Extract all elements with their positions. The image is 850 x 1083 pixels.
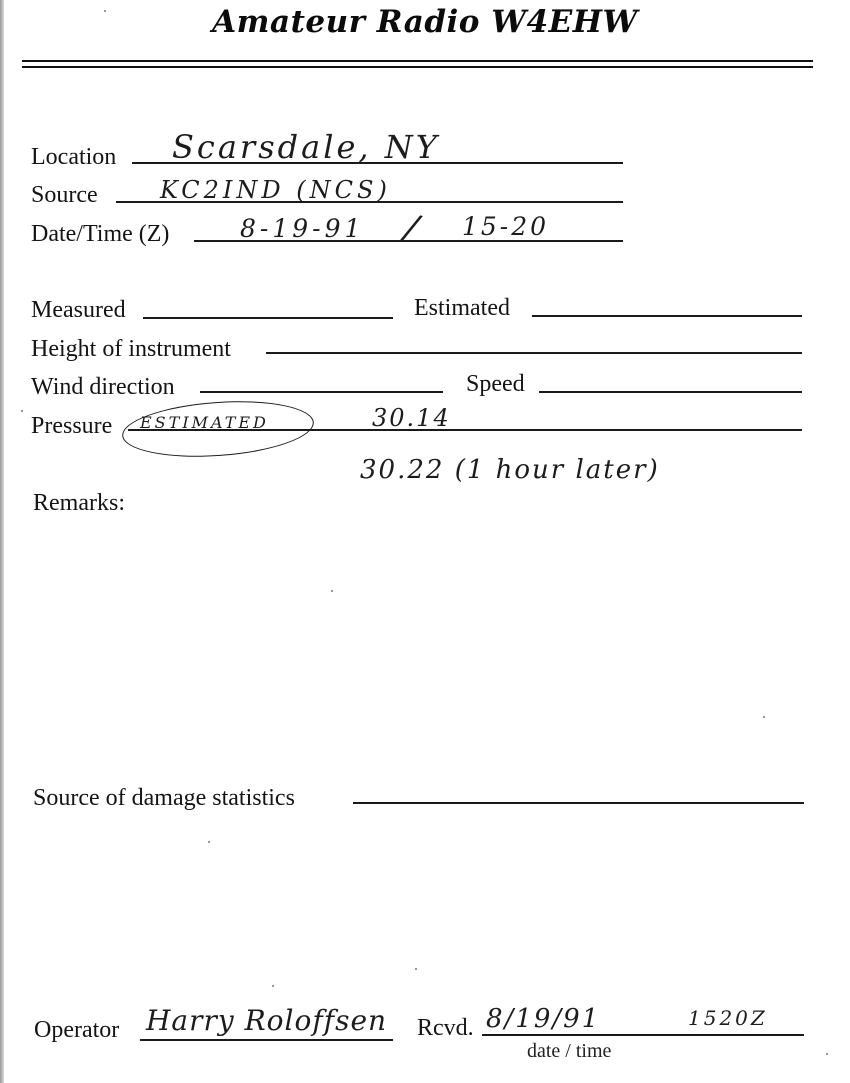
received-caption: date / time — [527, 1040, 612, 1062]
pressure-circled-note: ESTIMATED — [140, 413, 269, 432]
operator-line — [140, 1039, 393, 1041]
wind-direction-line[interactable] — [200, 391, 443, 393]
wind-direction-label: Wind direction — [31, 374, 175, 400]
damage-source-label: Source of damage statistics — [33, 785, 295, 811]
location-label: Location — [31, 144, 117, 170]
height-line[interactable] — [266, 352, 802, 354]
page-title: Amateur Radio W4EHW — [212, 4, 638, 40]
received-label: Rcvd. — [417, 1015, 474, 1041]
pressure-value[interactable]: 30.14 — [372, 404, 451, 432]
datetime-separator: / — [400, 207, 422, 250]
estimated-label: Estimated — [414, 295, 510, 321]
page-edge-shadow — [0, 0, 4, 1083]
scan-speck — [763, 716, 765, 718]
pressure-label: Pressure — [31, 413, 113, 439]
scan-speck — [331, 590, 333, 592]
scan-speck — [415, 968, 417, 970]
received-date-value[interactable]: 8/19/91 — [486, 1004, 601, 1034]
speed-label: Speed — [466, 371, 525, 397]
scan-speck — [826, 1053, 828, 1055]
height-label: Height of instrument — [31, 336, 231, 362]
operator-signature[interactable]: Harry Roloffsen — [146, 1004, 388, 1037]
source-label: Source — [31, 182, 98, 208]
header-rule-bottom — [22, 66, 813, 68]
operator-label: Operator — [34, 1017, 120, 1043]
measured-line[interactable] — [143, 317, 393, 319]
pressure-later-note[interactable]: 30.22 (1 hour later) — [360, 455, 660, 485]
damage-source-line[interactable] — [353, 802, 804, 804]
scan-speck — [21, 410, 23, 412]
scan-speck — [272, 985, 274, 987]
location-value[interactable]: Scarsdale, NY — [172, 128, 440, 166]
datetime-time-value[interactable]: 15-20 — [462, 212, 550, 241]
datetime-date-value[interactable]: 8-19-91 — [240, 214, 365, 243]
header-rule-top — [22, 60, 813, 62]
received-time-value[interactable]: 1520Z — [688, 1006, 768, 1030]
datetime-label: Date/Time (Z) — [31, 221, 170, 247]
received-line — [482, 1034, 804, 1036]
source-value[interactable]: KC2IND (NCS) — [160, 176, 391, 204]
speed-line[interactable] — [539, 391, 802, 393]
remarks-label: Remarks: — [33, 490, 125, 516]
scan-speck — [208, 841, 210, 843]
scan-speck — [104, 10, 106, 12]
estimated-line[interactable] — [532, 315, 802, 317]
measured-label: Measured — [31, 297, 126, 323]
